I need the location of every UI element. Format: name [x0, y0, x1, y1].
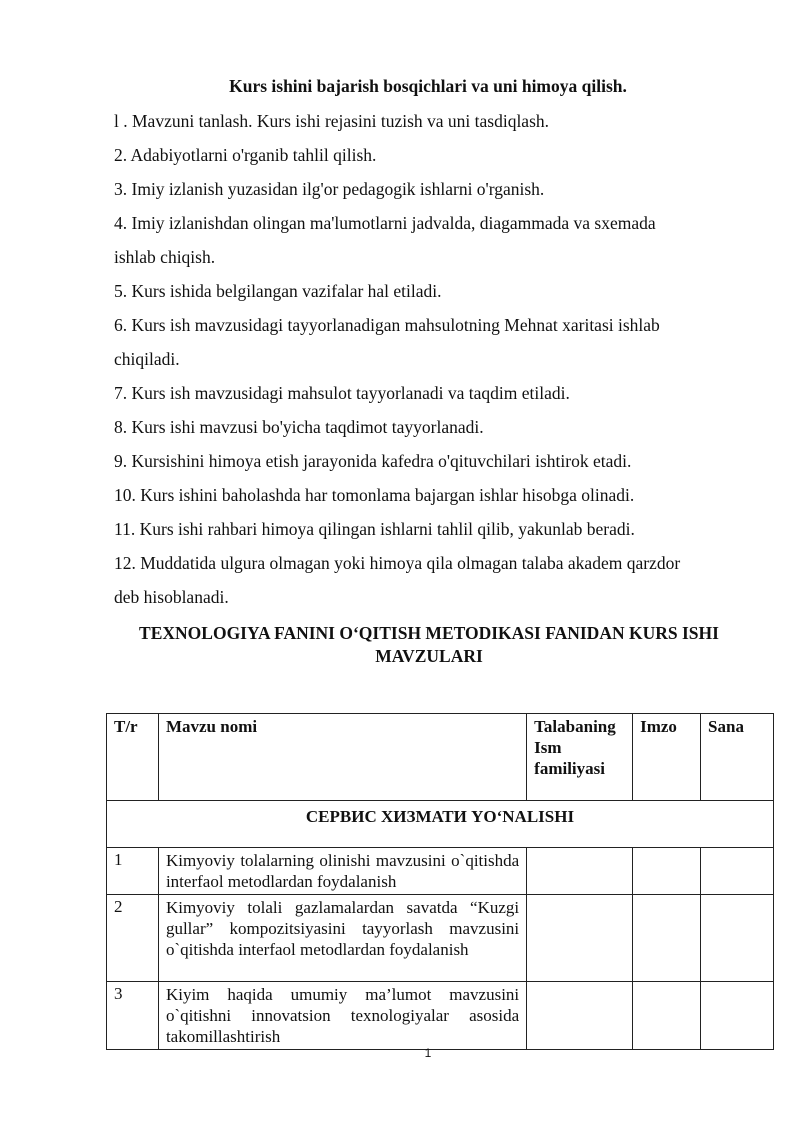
section-title: СЕРВИС ХИЗМАТИ YO‘NALISHI	[107, 801, 774, 848]
step-line: 12. Muddatida ulgura olmagan yoki himoya qila olmagan talaba akadem qarzdor	[114, 553, 681, 573]
step-line: 9. Kursishini himoya etish jarayonida kafedra o'qituvchilari ishtirok etadi.	[114, 451, 632, 471]
step-line: 3. Imiy izlanish yuzasidan ilg'or pedagogik ishlarni o'rganish.	[114, 179, 545, 199]
step-line: 5. Kurs ishida belgilangan vazifalar hal etiladi.	[114, 281, 442, 301]
table-row	[107, 982, 774, 1050]
row-signature-cell	[633, 848, 701, 895]
header-student-name: Talabaning Ism familiyasi	[527, 714, 633, 801]
step-line: 10. Kurs ishini baholashda har tomonlama bajargan ishlar hisobga olinadi.	[114, 485, 635, 505]
row-number: 2	[107, 895, 159, 982]
table-row	[107, 848, 774, 895]
header-signature: Imzo	[633, 714, 701, 801]
row-student-cell	[527, 895, 633, 982]
step-line: ishlab chiqish.	[114, 247, 216, 267]
row-date-cell	[701, 848, 774, 895]
step-line: l . Mavzuni tanlash. Kurs ishi rejasini tuzish va uni tasdiqlash.	[114, 111, 550, 131]
table-row	[107, 895, 774, 982]
row-student-cell	[527, 982, 633, 1050]
row-topic: Kimyoviy tolalarning olinishi mavzusini o`qitishda interfaol metodlardan foydalanish	[158, 848, 526, 895]
section-row	[107, 801, 774, 848]
row-signature-cell	[633, 982, 701, 1050]
step-line: 6. Kurs ish mavzusidagi tayyorlanadigan mahsulotning Mehnat xaritasi ishlab	[114, 315, 660, 335]
step-line: chiqiladi.	[114, 349, 180, 369]
row-number: 3	[107, 982, 159, 1050]
header-number: T/r	[107, 714, 159, 801]
header-topic: Mavzu nomi	[158, 714, 526, 801]
row-number: 1	[107, 848, 159, 895]
step-line: 4. Imiy izlanishdan olingan ma'lumotlarni jadvalda, diagammada va sxemada	[114, 213, 656, 233]
page-number: 1	[424, 1046, 432, 1060]
row-date-cell	[701, 895, 774, 982]
header-date: Sana	[701, 714, 774, 801]
step-line: 2. Adabiyotlarni o'rganib tahlil qilish.	[114, 145, 377, 165]
row-topic: Kiyim haqida umumiy ma’lumot mavzusini o`qitishni innovatsion texnologiyalar asosida takomillashtirish	[158, 982, 526, 1050]
page-heading: Kurs ishini bajarish bosqichlari va uni himoya qilish.	[229, 76, 627, 96]
step-line: 11. Kurs ishi rahbari himoya qilingan ishlarni tahlil qilib, yakunlab beradi.	[114, 519, 635, 539]
row-student-cell	[527, 848, 633, 895]
row-date-cell	[701, 982, 774, 1050]
row-topic: Kimyoviy tolali gazlamalardan savatda “Kuzgi gullar” kompozitsiyasini tayyorlash mavzusini o`qitishda interfaol metodlardan foydalanish	[158, 895, 526, 982]
table-header-row	[107, 714, 774, 801]
topics-table	[106, 713, 774, 1050]
row-signature-cell	[633, 895, 701, 982]
step-line: deb hisoblanadi.	[114, 587, 229, 607]
step-line: 7. Kurs ish mavzusidagi mahsulot tayyorlanadi va taqdim etiladi.	[114, 383, 570, 403]
table-title: TEXNOLOGIYA FANINI O‘QITISH METODIKASI FANIDAN KURS ISHI MAVZULARI	[139, 623, 719, 666]
step-line: 8. Kurs ishi mavzusi bo'yicha taqdimot tayyorlanadi.	[114, 417, 484, 437]
